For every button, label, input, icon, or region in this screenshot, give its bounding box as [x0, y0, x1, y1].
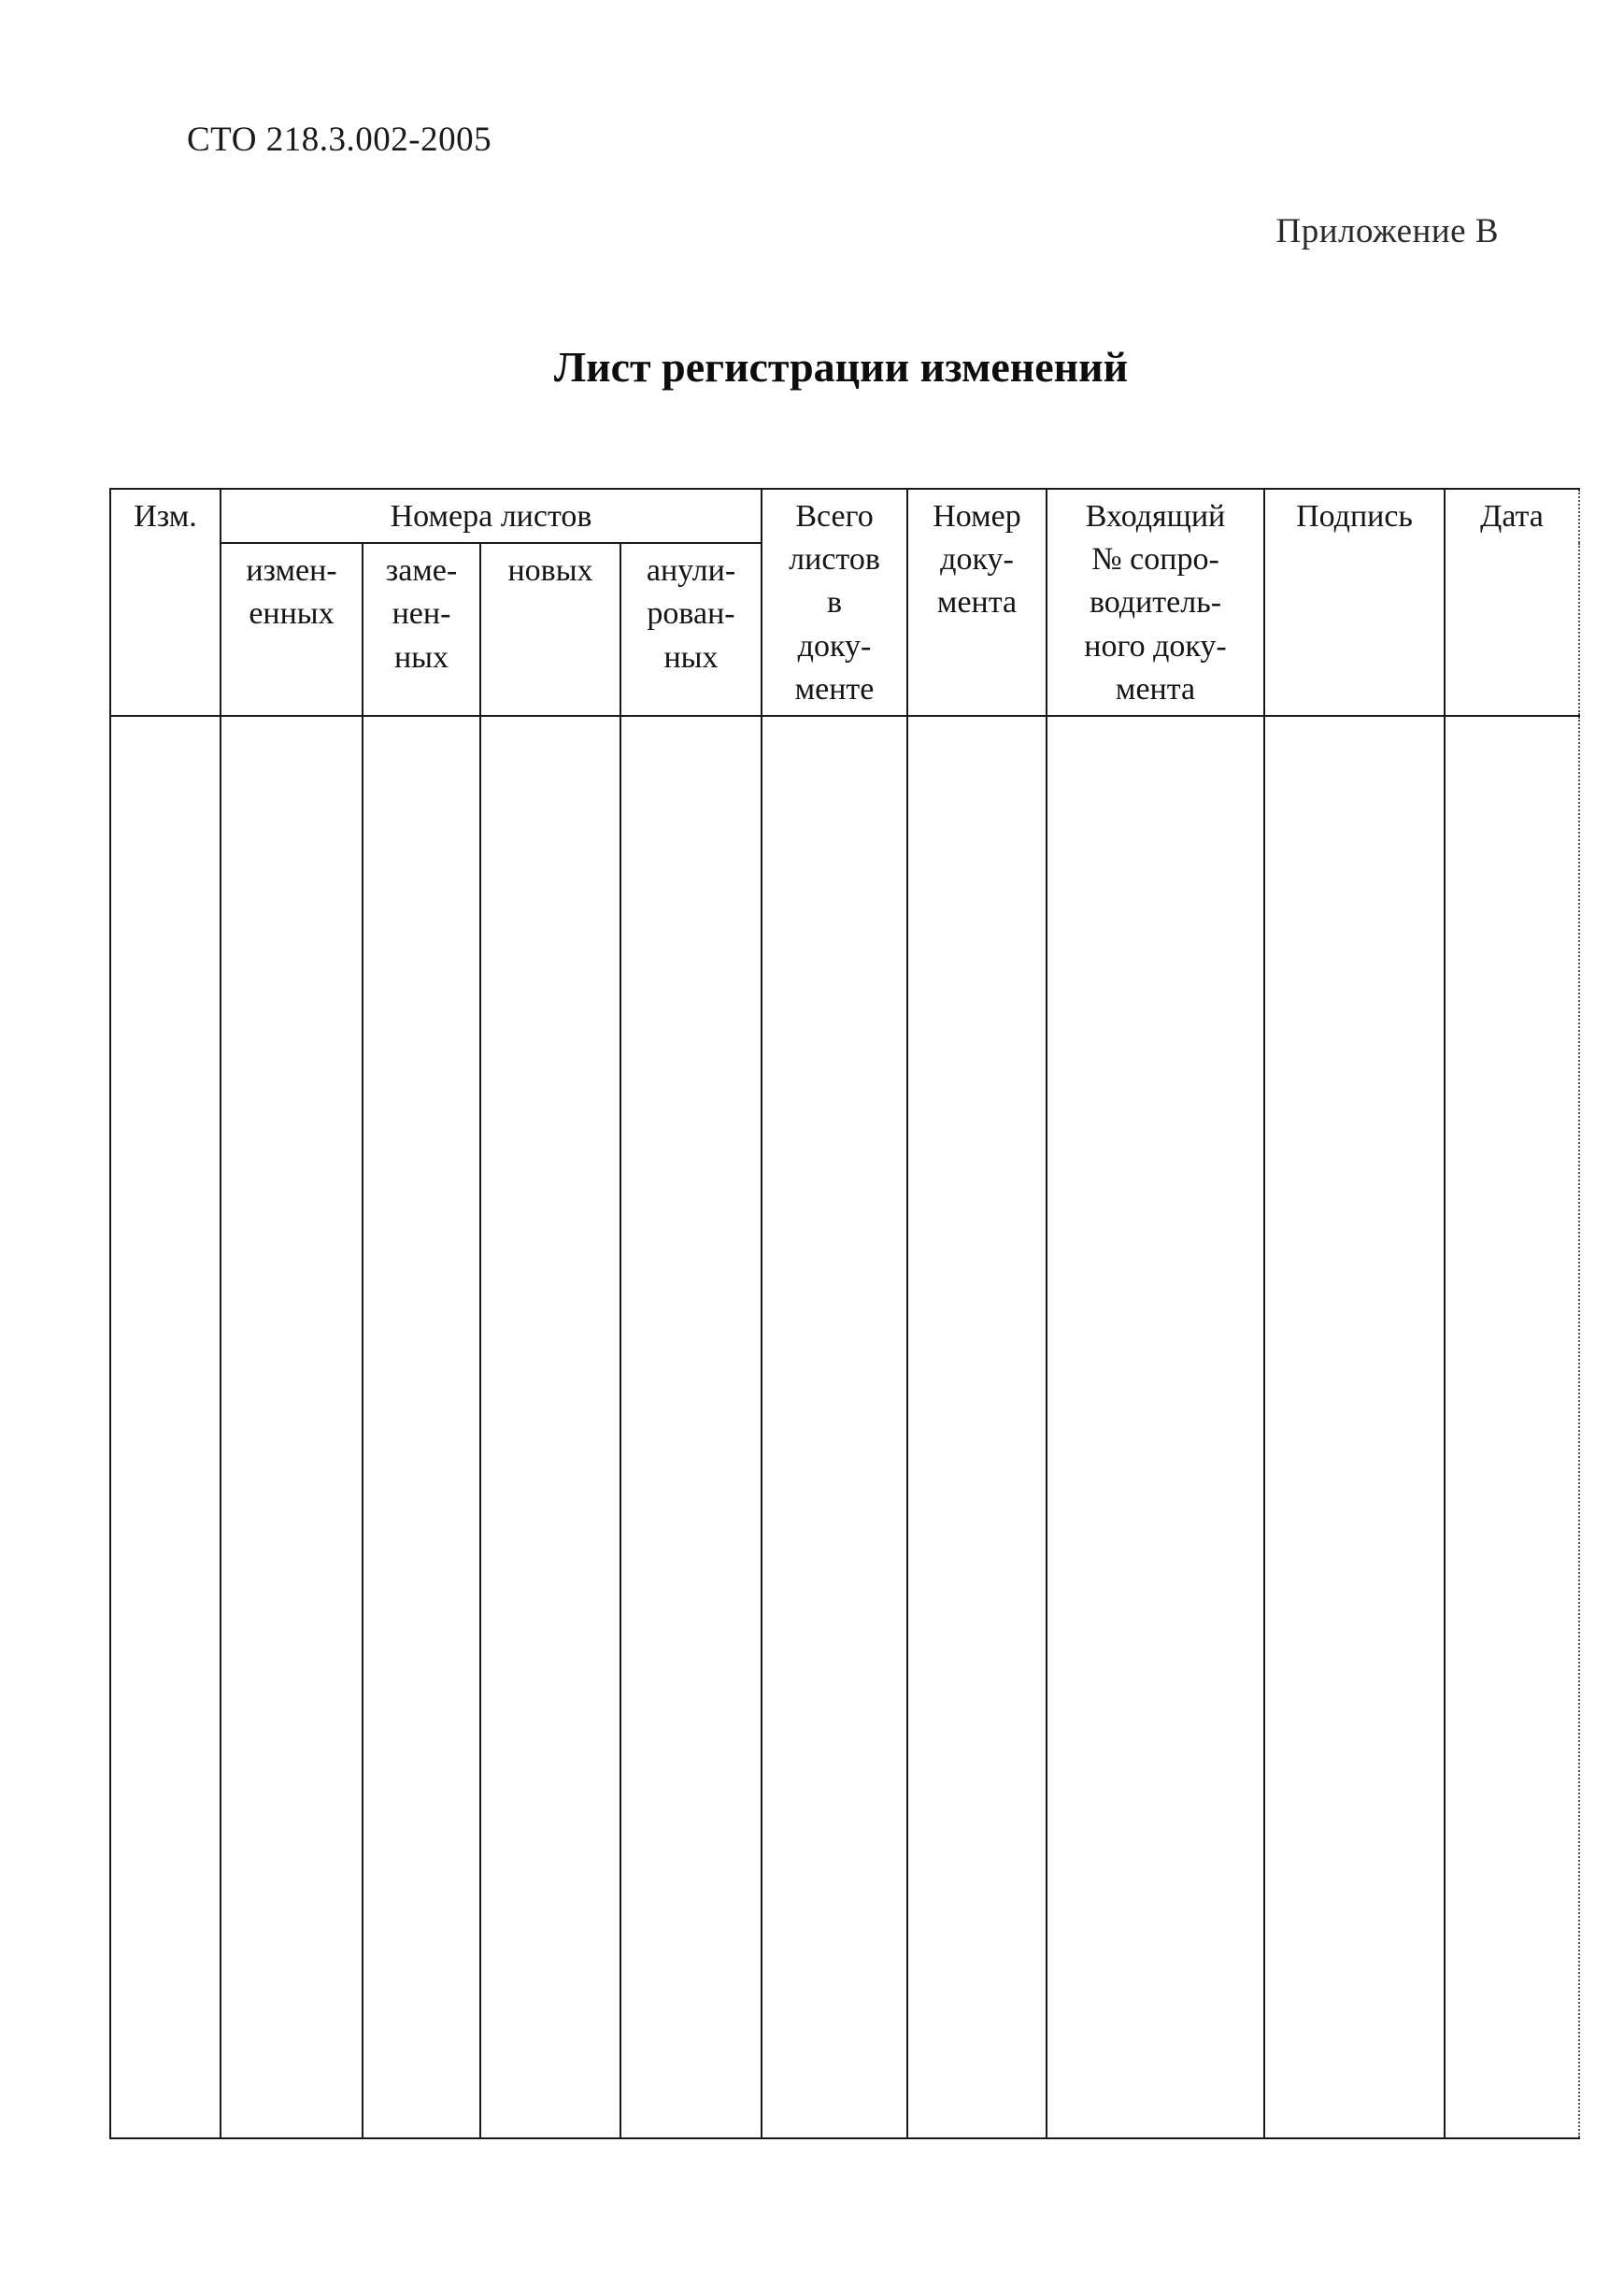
cell-annulled[interactable]	[620, 716, 762, 2138]
table-row	[110, 716, 1579, 2138]
document-code: СТО 218.3.002-2005	[187, 121, 492, 159]
header-annulled: анули- рован- ных	[620, 543, 762, 716]
change-registration-table	[109, 488, 1580, 2139]
header-change-no: Изм.	[110, 489, 221, 716]
cell-incoming-no[interactable]	[1047, 716, 1264, 2138]
cell-replaced[interactable]	[363, 716, 480, 2138]
header-signature: Подпись	[1264, 489, 1445, 716]
appendix-label: Приложение В	[1275, 212, 1499, 250]
cell-signature[interactable]	[1264, 716, 1445, 2138]
cell-date[interactable]	[1445, 716, 1579, 2138]
cell-doc-number[interactable]	[907, 716, 1047, 2138]
header-new: новых	[480, 543, 620, 716]
header-doc-number: Номер доку- мента	[907, 489, 1047, 716]
cell-change-no[interactable]	[110, 716, 221, 2138]
page-title: Лист регистрации изменений	[553, 343, 1129, 391]
header-replaced: заме- нен- ных	[363, 543, 480, 716]
header-incoming-no: Входящий № сопро- водитель- ного доку- мента	[1047, 489, 1264, 716]
cell-changed[interactable]	[221, 716, 363, 2138]
header-sheet-numbers: Номера листов	[221, 489, 762, 543]
header-total-sheets: Всего листов в доку- менте	[762, 489, 907, 716]
cell-new[interactable]	[480, 716, 620, 2138]
header-changed: измен- енных	[221, 543, 363, 716]
header-date: Дата	[1445, 489, 1579, 716]
cell-total-sheets[interactable]	[762, 716, 907, 2138]
